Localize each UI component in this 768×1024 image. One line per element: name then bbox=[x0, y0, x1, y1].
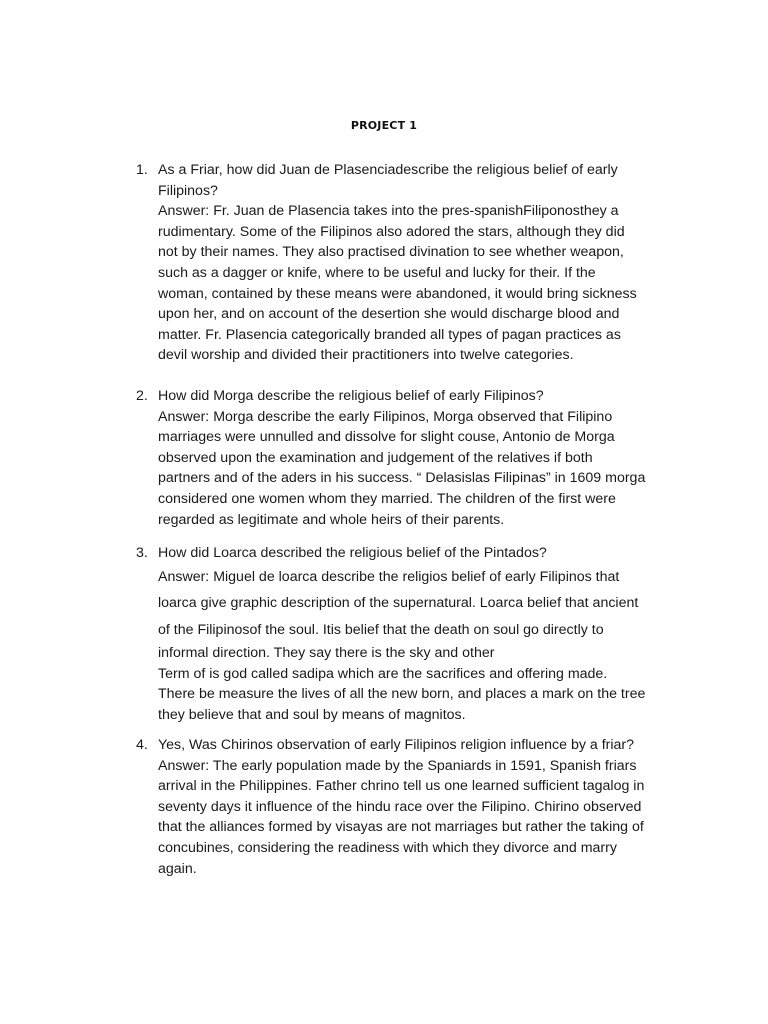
question-body bbox=[158, 735, 696, 879]
question-number: 1. bbox=[136, 162, 148, 178]
question-line: Yes, Was Chirinos observation of early Filipinos religion influence by a friar? bbox=[158, 737, 635, 753]
answer-line: informal direction. They say there is the sky and other bbox=[158, 645, 495, 662]
question-3 bbox=[136, 543, 696, 725]
answer-line: seventy days it influence of the hindu race over the Filipino. Chirino observed bbox=[158, 798, 642, 815]
question-body bbox=[158, 160, 696, 366]
answer-line: of the Filipinosof the soul. Itis belief that the death on soul go directly to bbox=[158, 621, 604, 638]
document-title: PROJECT 1 bbox=[350, 119, 418, 132]
answer-line: devil worship and divided their practitioners into twelve categories. bbox=[158, 347, 574, 364]
answer-line: arrival in the Philippines. Father chrino tell us one learned sufficient tagalog in bbox=[158, 778, 645, 795]
answer-line: again. bbox=[158, 860, 197, 877]
answer-line: rudimentary. Some of the Filipinos also adored the stars, although they did bbox=[158, 223, 625, 240]
answer-line: woman, contained by these means were abandoned, it would bring sickness bbox=[158, 285, 637, 302]
question-body bbox=[158, 543, 696, 725]
answer-line: upon her, and on account of the desertion she would discharge blood and bbox=[158, 306, 620, 323]
question-number: 4. bbox=[136, 737, 148, 753]
answer-line: they believe that and soul by means of magnitos. bbox=[158, 706, 466, 723]
question-line: How did Loarca described the religious belief of the Pintados? bbox=[158, 545, 547, 561]
answer-line: regarded as legitimate and whole heirs of their parents. bbox=[158, 511, 505, 528]
answer-line: not by their names. They also practised divination to see whether weapon, bbox=[158, 244, 624, 261]
answer-line: marriages were unnulled and dissolve for slight couse, Antonio de Morga bbox=[158, 429, 615, 446]
answer-line: partners and of the aders in his success. “ Delasislas Filipinas” in 1609 morga bbox=[158, 470, 646, 487]
answer-line: matter. Fr. Plasencia categorically branded all types of pagan practices as bbox=[158, 326, 621, 343]
question-line: Filipinos? bbox=[158, 182, 218, 199]
question-body bbox=[158, 386, 696, 530]
answer-line: observed upon the examination and judgement of the relatives if both bbox=[158, 449, 593, 466]
question-line: How did Morga describe the religious belief of early Filipinos? bbox=[158, 388, 544, 404]
question-2 bbox=[136, 386, 696, 530]
answer-line: Answer: Miguel de loarca describe the religios belief of early Filipinos that bbox=[158, 568, 620, 585]
question-line: As a Friar, how did Juan de Plasenciadescribe the religious belief of early bbox=[158, 162, 618, 178]
answer-line: Answer: Fr. Juan de Plasencia takes into the pres-spanishFiliponosthey a bbox=[158, 203, 619, 220]
question-number: 2. bbox=[136, 388, 148, 404]
answer-line: such as a dagger or knife, where to be useful and lucky for their. If the bbox=[158, 264, 596, 281]
answer-line: considered one women whom they married. The children of the first were bbox=[158, 490, 616, 507]
answer-line: Answer: The early population made by the Spaniards in 1591, Spanish friars bbox=[158, 757, 637, 774]
answer-line: concubines, considering the readiness with which they divorce and marry bbox=[158, 839, 617, 856]
answer-line: Term of is god called sadipa which are the sacrifices and offering made. bbox=[158, 665, 608, 682]
answer-line: loarca give graphic description of the supernatural. Loarca belief that ancient bbox=[158, 595, 639, 612]
answer-line: There be measure the lives of all the new born, and places a mark on the tree bbox=[158, 686, 646, 703]
answer-line: Answer: Morga describe the early Filipinos, Morga observed that Filipino bbox=[158, 408, 613, 425]
question-number: 3. bbox=[136, 545, 148, 561]
answer-line: that the alliances formed by visayas are not marriages but rather the taking of bbox=[158, 819, 644, 836]
question-4 bbox=[136, 735, 696, 879]
question-1 bbox=[136, 160, 696, 366]
